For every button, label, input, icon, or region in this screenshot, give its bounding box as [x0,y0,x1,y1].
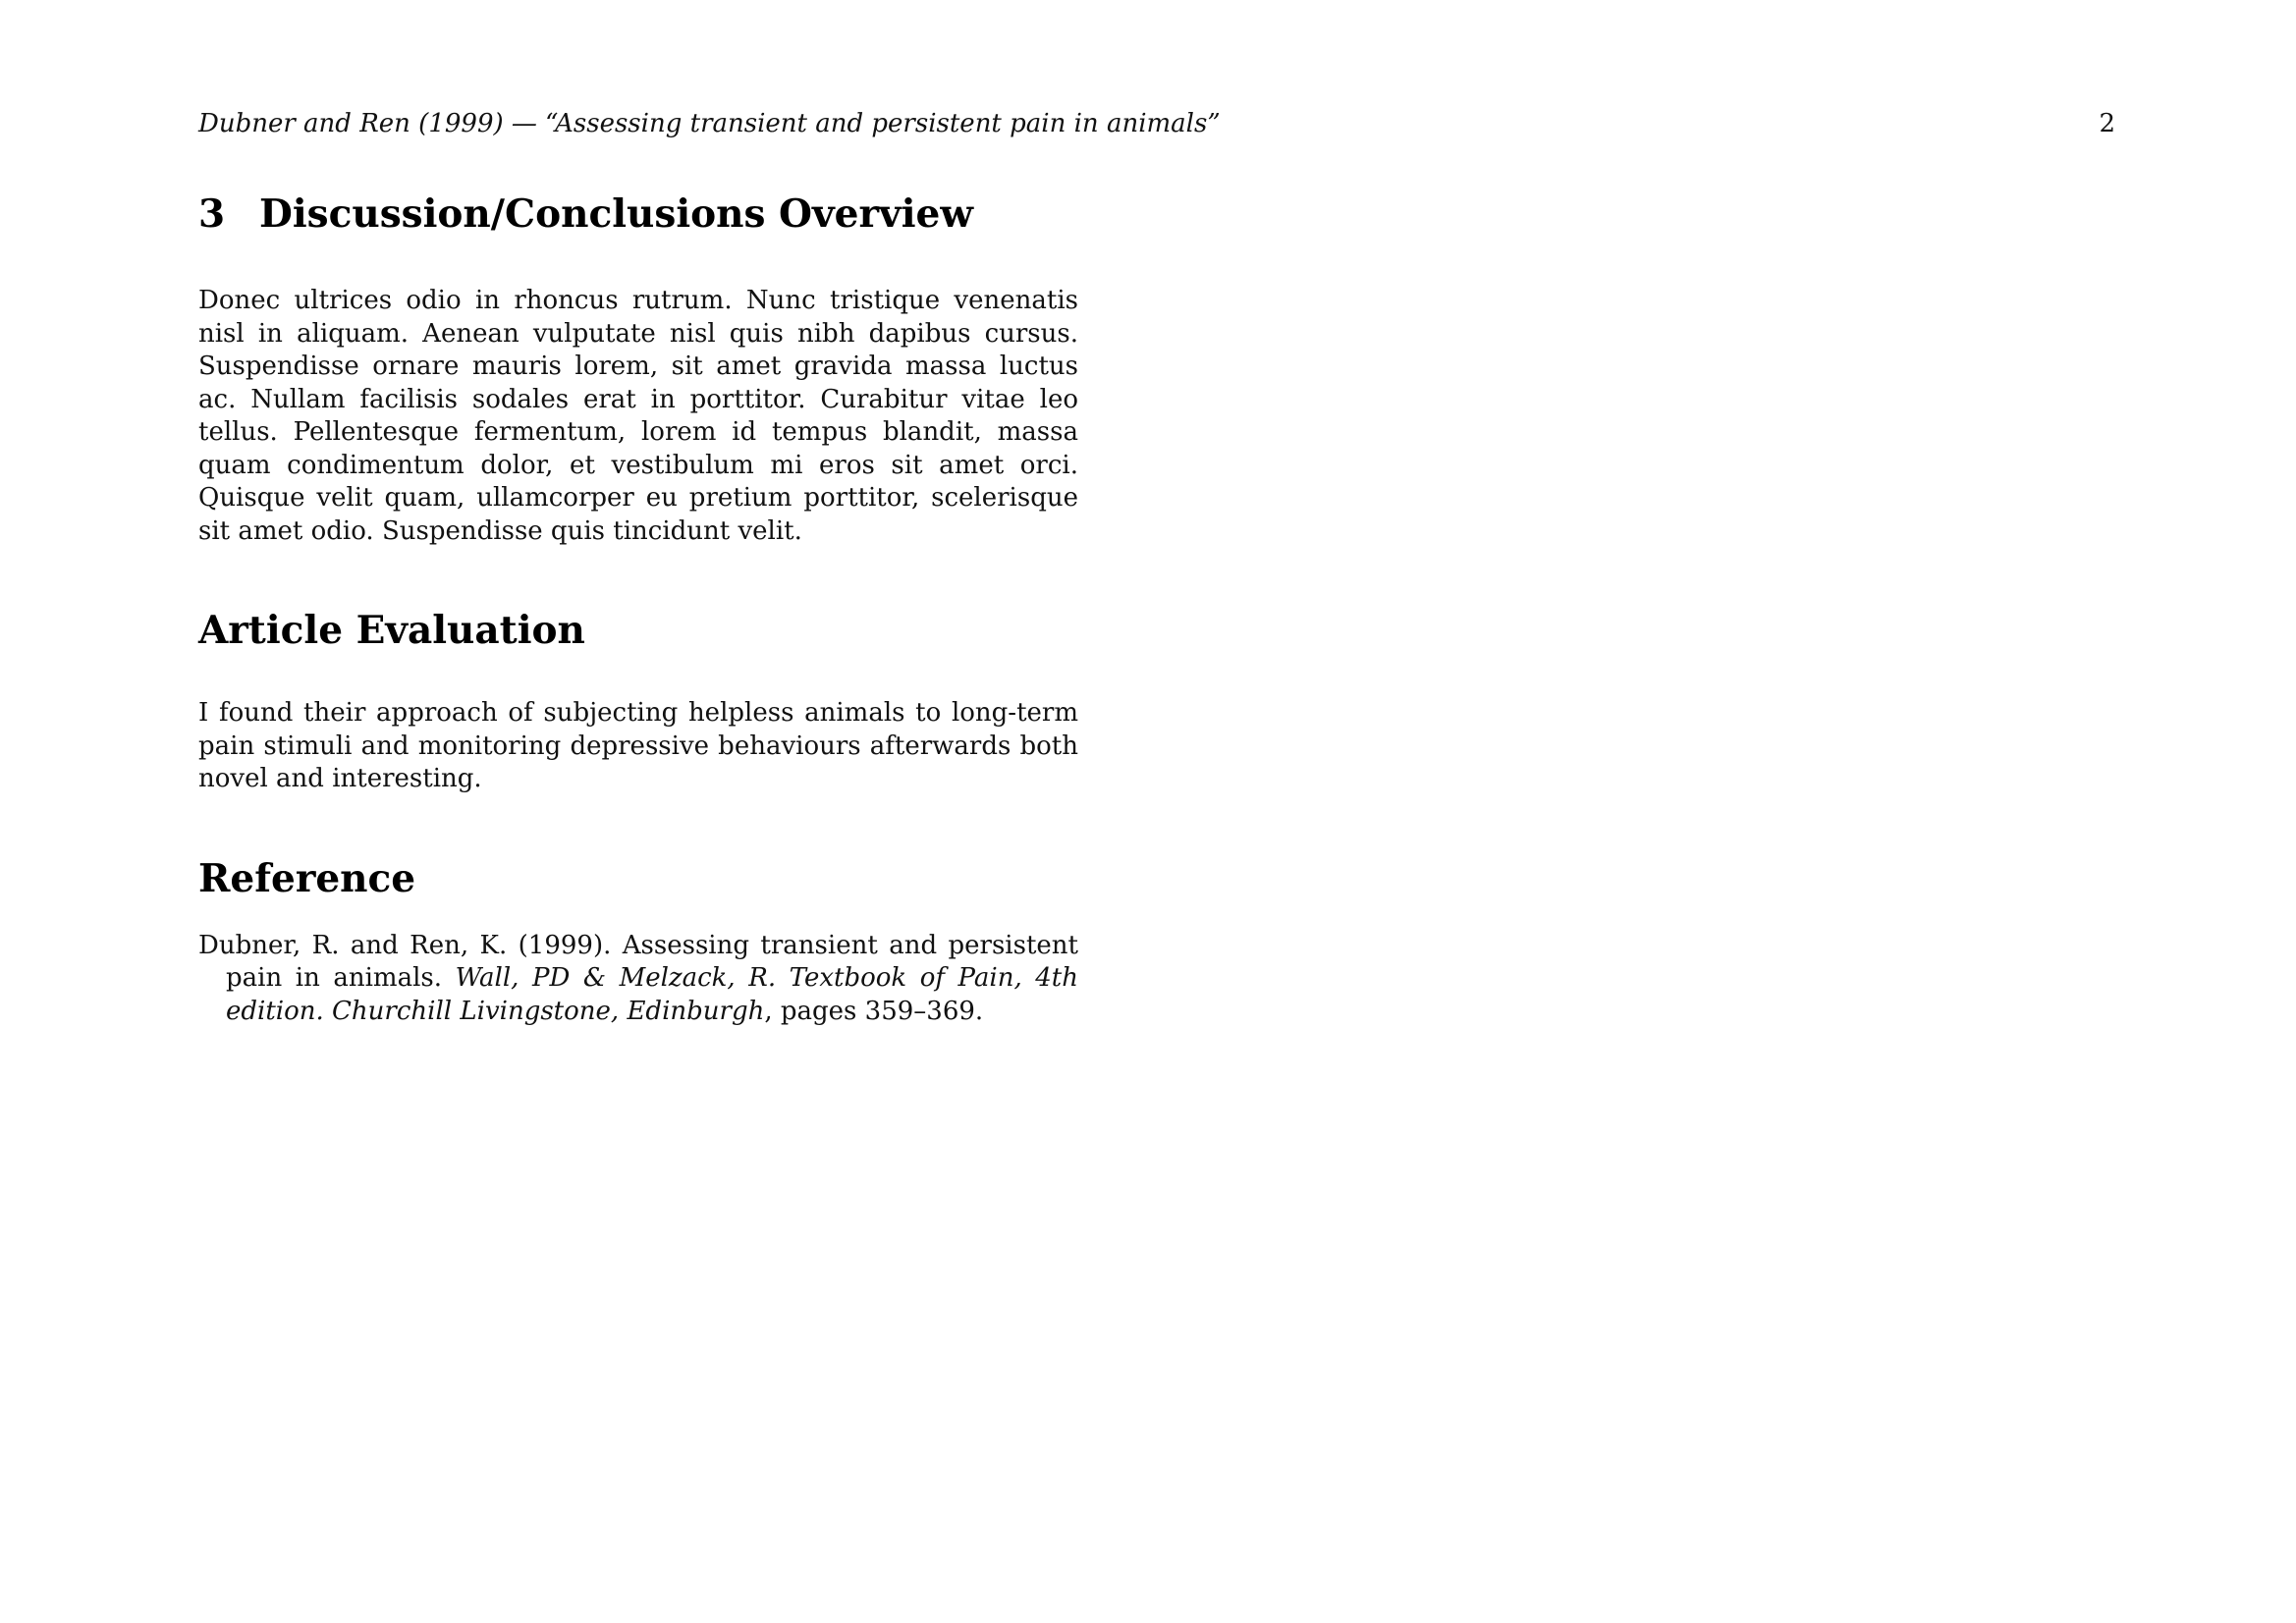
running-header [198,104,2115,143]
section-title: Discussion/Conclusions Overview [259,191,973,237]
reference-authors-title: Dubner, R. and Ren, K. (1999). Assessing transient and persistent pain in animals. [198,930,1078,993]
reference-pages: , pages 359–369. [764,996,984,1026]
page-number: 2 [2099,109,2115,138]
evaluation-paragraph: I found their approach of subjecting helpless animals to long-term pain stimuli and monitoring depressive behaviours afterwards both novel and interesting. [198,698,1078,793]
reference-source: Wall, PD & Melzack, R. Textbook of Pain, 4th edition. Churchill Livingstone, Edinburgh [226,963,1078,1026]
reference-heading: Reference [198,855,416,901]
discussion-paragraph: Donec ultrices odio in rhoncus rutrum. Nunc tristique venenatis nisl in aliquam. Aenean vulputate nisl quis nibh dapibus cursus. Suspendisse ornare mauris lorem, sit amet gravida massa luctus ac. Nullam facilisis sodales erat in porttitor. Curabitur vitae leo tellus. Pellentesque fermentum, lorem id tempus blandit, massa quam condimentum dolor, et vestibulum mi eros sit amet orci. Quisque velit quam, ullamcorper eu pretium porttitor, scelerisque sit amet odio. Suspendisse quis tincidunt velit. [198,286,1078,546]
main-column [198,187,1078,1028]
section-heading [198,187,1078,242]
article-evaluation-heading: Article Evaluation [198,608,585,653]
reference-entry [198,930,1078,1029]
section-number: 3 [198,191,226,237]
running-title: Dubner and Ren (1999) — “Assessing transient and persistent pain in animals” [198,109,1221,138]
